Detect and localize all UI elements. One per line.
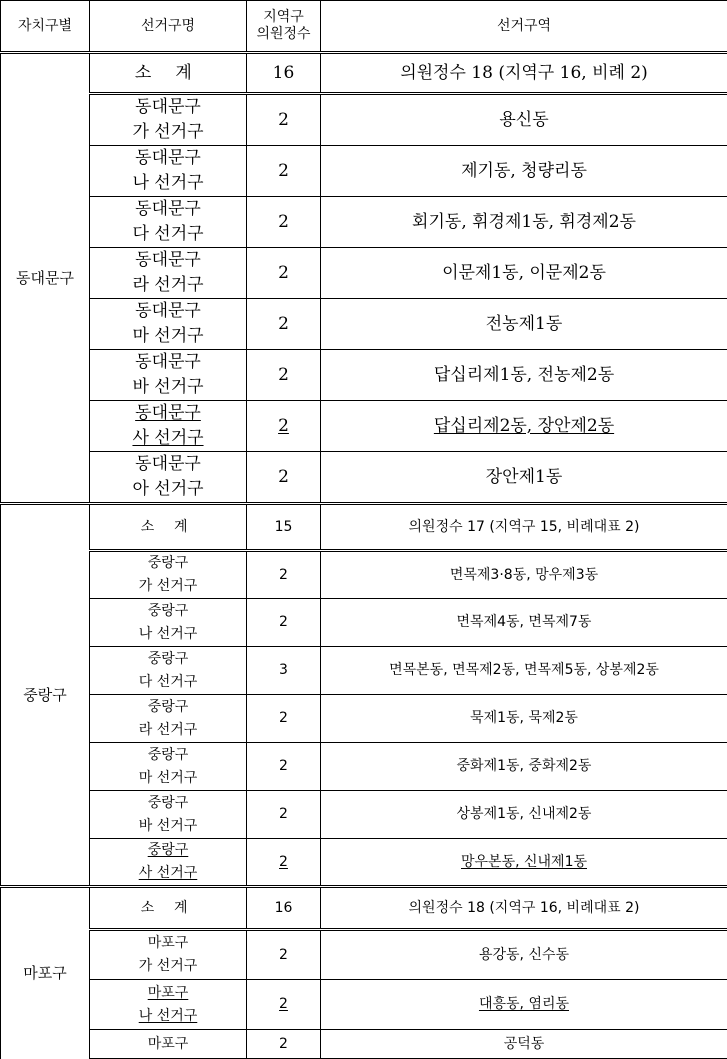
district-seats: 2	[247, 350, 321, 401]
district-name-line1: 동대문구	[90, 146, 246, 171]
district-seats: 2	[247, 743, 321, 791]
header-region: 자치구별	[1, 1, 90, 53]
district-area: 면목제4동, 면목제7동	[321, 599, 727, 647]
district-name-line2: 나 선거구	[90, 171, 246, 196]
subtotal-seats: 16	[247, 887, 321, 930]
district-row	[1, 695, 727, 743]
district-name-line2: 라 선거구	[90, 719, 246, 742]
district-seats: 2	[247, 599, 321, 647]
district-name-line2: 라 선거구	[90, 273, 246, 298]
district-name-line1: 중랑구	[90, 600, 246, 623]
district-name-line1: 동대문구	[90, 248, 246, 273]
header-area: 선거구역	[321, 1, 727, 53]
district-seats: 2	[247, 980, 321, 1030]
subtotal-row	[1, 53, 727, 94]
district-area: 회기동, 휘경제1동, 휘경제2동	[321, 197, 727, 248]
header-seats-line2: 의원정수	[247, 26, 320, 43]
district-name-line2: 나 선거구	[90, 623, 246, 646]
district-seats: 2	[247, 401, 321, 452]
district-seats: 2	[247, 248, 321, 299]
district-name-cell	[90, 248, 247, 299]
district-name-line2: 나 선거구	[90, 1005, 246, 1028]
district-row	[1, 146, 727, 197]
district-name-cell	[90, 743, 247, 791]
district-name-line1: 중랑구	[90, 696, 246, 719]
district-name-cell	[90, 599, 247, 647]
district-row	[1, 248, 727, 299]
district-name-cell	[90, 350, 247, 401]
district-name-cell	[90, 980, 247, 1030]
subtotal-area: 의원정수 18 (지역구 16, 비례대표 2)	[321, 887, 727, 930]
district-name-line2: 사 선거구	[90, 426, 246, 451]
district-row	[1, 599, 727, 647]
district-seats: 2	[247, 94, 321, 146]
district-name-line2: 바 선거구	[90, 375, 246, 400]
subtotal-label: 소 계	[90, 887, 247, 930]
subtotal-seats: 15	[247, 504, 321, 551]
district-seats: 2	[247, 551, 321, 599]
subtotal-area: 의원정수 17 (지역구 15, 비례대표 2)	[321, 504, 727, 551]
district-row	[1, 930, 727, 980]
district-seats: 2	[247, 299, 321, 350]
district-row	[1, 743, 727, 791]
district-name-line1: 중랑구	[90, 839, 246, 862]
subtotal-row	[1, 887, 727, 930]
subtotal-area: 의원정수 18 (지역구 16, 비례 2)	[321, 53, 727, 94]
district-row	[1, 452, 727, 504]
district-area: 이문제1동, 이문제2동	[321, 248, 727, 299]
district-row	[1, 350, 727, 401]
district-seats: 2	[247, 452, 321, 504]
district-row	[1, 1030, 727, 1059]
district-row	[1, 94, 727, 146]
district-name-cell	[90, 791, 247, 839]
district-area: 전농제1동	[321, 299, 727, 350]
region-cell: 동대문구	[1, 53, 90, 504]
district-name-cell	[90, 452, 247, 504]
district-area: 대흥동, 염리동	[321, 980, 727, 1030]
district-name-line1: 마포구	[90, 932, 246, 955]
district-name-line2: 다 선거구	[90, 671, 246, 694]
district-name-cell	[90, 146, 247, 197]
header-district-name: 선거구명	[90, 1, 247, 53]
district-row	[1, 299, 727, 350]
district-name-line1: 동대문구	[90, 95, 246, 120]
district-name-cell	[90, 401, 247, 452]
district-area: 답십리제1동, 전농제2동	[321, 350, 727, 401]
district-seats: 2	[247, 695, 321, 743]
header-seats-line1: 지역구	[247, 9, 320, 26]
subtotal-seats: 16	[247, 53, 321, 94]
district-name-line1: 중랑구	[90, 744, 246, 767]
district-area: 공덕동	[321, 1030, 727, 1059]
district-name-line2: 마 선거구	[90, 767, 246, 790]
district-area: 제기동, 청량리동	[321, 146, 727, 197]
district-area: 장안제1동	[321, 452, 727, 504]
district-row	[1, 551, 727, 599]
district-area: 상봉제1동, 신내제2동	[321, 791, 727, 839]
header-row	[1, 1, 727, 53]
district-area: 중화제1동, 중화제2동	[321, 743, 727, 791]
district-seats: 2	[247, 146, 321, 197]
district-name-line2: 가 선거구	[90, 575, 246, 598]
subtotal-label: 소 계	[90, 504, 247, 551]
district-name-cell	[90, 299, 247, 350]
district-row	[1, 791, 727, 839]
district-name-cell	[90, 94, 247, 146]
district-row	[1, 401, 727, 452]
district-seats: 2	[247, 197, 321, 248]
district-row	[1, 197, 727, 248]
district-name-cell	[90, 839, 247, 887]
district-name-line2: 사 선거구	[90, 862, 246, 885]
district-name-cell	[90, 647, 247, 695]
district-name-line2: 가 선거구	[90, 955, 246, 978]
district-name-line2: 아 선거구	[90, 477, 246, 502]
district-seats: 2	[247, 930, 321, 980]
district-area: 면목본동, 면목제2동, 면목제5동, 상봉제2동	[321, 647, 727, 695]
district-seats: 2	[247, 839, 321, 887]
district-area: 용강동, 신수동	[321, 930, 727, 980]
district-name-line1: 동대문구	[90, 299, 246, 324]
district-row	[1, 980, 727, 1030]
district-seats: 3	[247, 647, 321, 695]
district-name-cell	[90, 197, 247, 248]
district-name-line2: 바 선거구	[90, 815, 246, 838]
district-row	[1, 647, 727, 695]
district-area: 답십리제2동, 장안제2동	[321, 401, 727, 452]
district-area: 묵제1동, 묵제2동	[321, 695, 727, 743]
region-cell: 중랑구	[1, 504, 90, 887]
district-name-line1: 중랑구	[90, 648, 246, 671]
district-name-line2: 가 선거구	[90, 120, 246, 145]
subtotal-label: 소 계	[90, 53, 247, 94]
district-name-line1: 중랑구	[90, 792, 246, 815]
district-name-cell	[90, 1030, 247, 1059]
region-cell: 마포구	[1, 887, 90, 1059]
district-area: 면목제3·8동, 망우제3동	[321, 551, 727, 599]
district-seats: 2	[247, 791, 321, 839]
district-name-line1: 마포구	[90, 1033, 246, 1056]
district-name-line2: 마 선거구	[90, 324, 246, 349]
district-name-line1: 동대문구	[90, 401, 246, 426]
district-row	[1, 839, 727, 887]
district-seats: 2	[247, 1030, 321, 1059]
district-name-line1: 동대문구	[90, 197, 246, 222]
district-name-cell	[90, 551, 247, 599]
district-name-cell	[90, 695, 247, 743]
subtotal-row	[1, 504, 727, 551]
district-area: 용신동	[321, 94, 727, 146]
district-name-line2: 다 선거구	[90, 222, 246, 247]
district-name-line1: 중랑구	[90, 552, 246, 575]
district-name-cell	[90, 930, 247, 980]
district-name-line1: 동대문구	[90, 350, 246, 375]
district-name-line1: 동대문구	[90, 452, 246, 477]
district-area: 망우본동, 신내제1동	[321, 839, 727, 887]
district-name-line1: 마포구	[90, 982, 246, 1005]
header-seats	[247, 1, 321, 53]
